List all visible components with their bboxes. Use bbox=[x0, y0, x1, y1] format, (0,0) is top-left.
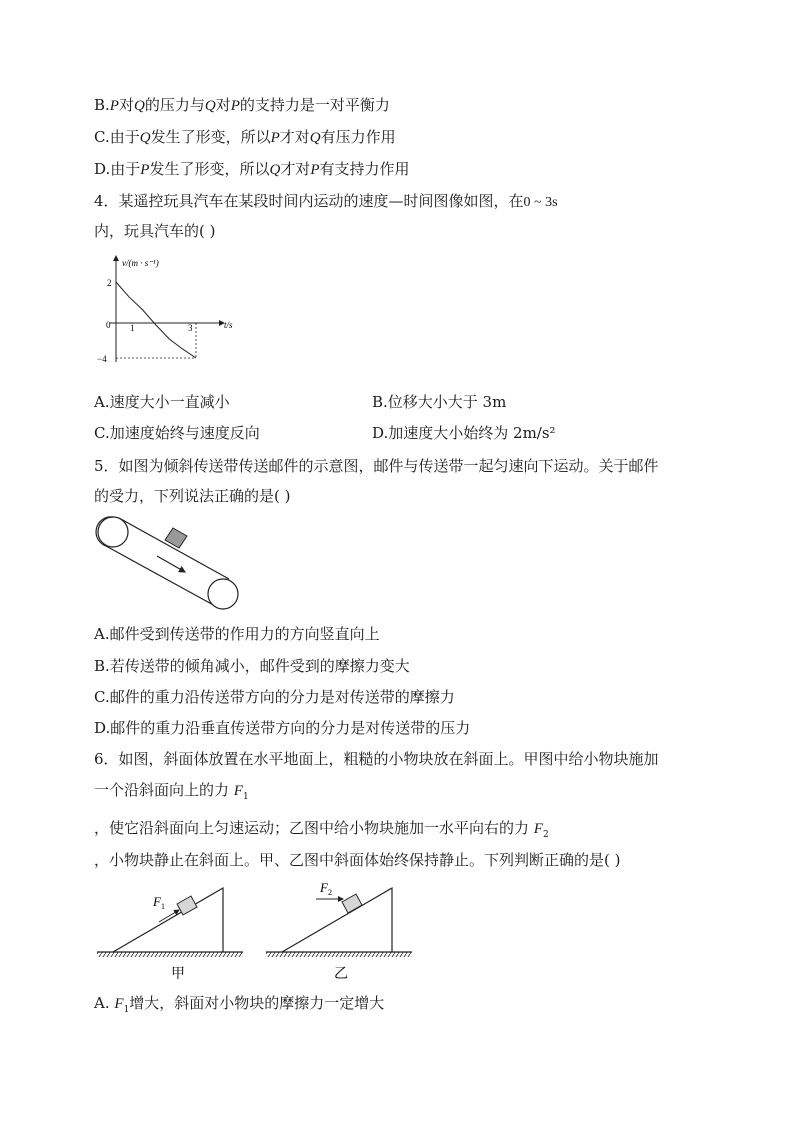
var-q: Q bbox=[269, 162, 281, 178]
q5-option-d: D.邮件的重力沿垂直传送带方向的分力是对传送带的压力 bbox=[94, 719, 471, 737]
q3-option-b bbox=[94, 95, 390, 116]
var-q: Q bbox=[133, 98, 145, 114]
force-f1: F bbox=[114, 996, 124, 1012]
var-p: P bbox=[270, 130, 280, 146]
motion-arrow bbox=[157, 556, 185, 572]
question-text: 4．某遥控玩具汽车在某段时间内运动的速度—时间图像如图，在 bbox=[94, 192, 524, 210]
force-label-f1: F bbox=[153, 894, 161, 909]
option-text: 增大，斜面对小物块的摩擦力一定增大 bbox=[129, 994, 385, 1012]
conveyor-belt-diagram bbox=[95, 512, 241, 612]
force-f1-subscript: 1 bbox=[123, 1005, 130, 1015]
option-text: 才对 bbox=[280, 160, 311, 178]
ground-hatching bbox=[266, 952, 412, 957]
force-f2-subscript: 2 bbox=[542, 830, 549, 840]
question-text: ，使它沿斜面向上匀速运动；乙图中给小物块施加一水平向右的力 bbox=[94, 819, 530, 837]
velocity-curve bbox=[116, 282, 196, 358]
var-p: P bbox=[140, 162, 150, 178]
force-f1-subscript: 1 bbox=[242, 792, 249, 802]
q4-option-a: A.速度大小一直减小 bbox=[94, 393, 230, 411]
option-text: C.由于 bbox=[94, 128, 140, 146]
option-text: 有压力作用 bbox=[320, 128, 396, 146]
upper-roller bbox=[98, 517, 128, 547]
var-q: Q bbox=[309, 130, 321, 146]
lower-roller bbox=[208, 579, 238, 609]
x-axis-label: t/s bbox=[224, 320, 233, 330]
force-f2: F bbox=[533, 821, 543, 837]
q4-stem-line1 bbox=[94, 191, 558, 213]
option-text: 有支持力作用 bbox=[319, 160, 410, 178]
velocity-time-graph bbox=[97, 254, 250, 369]
label-jia: 甲 bbox=[171, 967, 185, 982]
q5-option-a: A.邮件受到传送带的作用力的方向竖直向上 bbox=[94, 625, 380, 643]
incline-diagram-jia bbox=[97, 876, 247, 984]
q5-stem-line1: 5．如图为倾斜传送带传送邮件的示意图，邮件与传送带一起匀速向下运动。关于邮件 bbox=[94, 457, 659, 475]
q6-stem-line2 bbox=[94, 780, 249, 807]
force-label-f1-sub: 1 bbox=[161, 902, 165, 911]
q5-option-c: C.邮件的重力沿传送带方向的分力是对传送带的摩擦力 bbox=[94, 688, 455, 706]
y-axis-label: v/(m · s⁻¹) bbox=[122, 258, 159, 268]
q4-stem-line2: 内，玩具汽车的( ) bbox=[94, 222, 216, 240]
option-text: 对 bbox=[118, 96, 134, 114]
var-p: P bbox=[310, 162, 320, 178]
q4-option-c: C.加速度始终与速度反向 bbox=[94, 424, 260, 442]
q5-stem-line2: 的受力，下列说法正确的是( ) bbox=[94, 487, 291, 505]
option-text: 发生了形变，所以 bbox=[150, 128, 271, 146]
q3-option-d bbox=[94, 159, 410, 180]
option-text: D.由于 bbox=[94, 160, 141, 178]
belt-top bbox=[119, 518, 229, 579]
origin-label: 0 bbox=[106, 320, 111, 330]
incline bbox=[282, 888, 392, 952]
y-tick-label-top: 2 bbox=[107, 278, 112, 288]
q6-stem-line4: ，小物块静止在斜面上。甲、乙图中斜面体始终保持静止。下列判断正确的是( ) bbox=[94, 851, 621, 869]
time-range: 0 ~ 3s bbox=[523, 195, 558, 210]
q5-option-b: B.若传送带的倾角减小，邮件受到的摩擦力变大 bbox=[94, 657, 410, 675]
q6-stem-line1: 6．如图，斜面体放置在水平地面上，粗糙的小物块放在斜面上。甲图中给小物块施加 bbox=[94, 750, 659, 768]
option-text: B. bbox=[94, 96, 110, 114]
force-f1: F bbox=[233, 783, 243, 799]
label-yi: 乙 bbox=[334, 967, 348, 982]
x-tick-label-3: 3 bbox=[188, 323, 193, 333]
var-p: P bbox=[109, 98, 119, 114]
q6-stem-line3 bbox=[94, 818, 549, 845]
q6-option-a bbox=[94, 993, 384, 1020]
q4-option-b: B.位移大小大于 3m bbox=[372, 393, 507, 411]
belt-bottom bbox=[106, 546, 217, 607]
var-p: P bbox=[230, 98, 240, 114]
var-q: Q bbox=[139, 130, 151, 146]
option-text: 才对 bbox=[279, 128, 310, 146]
var-q: Q bbox=[204, 98, 216, 114]
q4-option-d: D.加速度大小始终为 2m/s² bbox=[372, 424, 556, 442]
ground-hatching bbox=[97, 952, 243, 957]
block bbox=[342, 894, 362, 913]
force-label-f2-sub: 2 bbox=[328, 888, 332, 897]
block bbox=[177, 896, 197, 915]
force-label-f2: F bbox=[320, 880, 328, 895]
incline bbox=[113, 888, 223, 952]
option-text: 对 bbox=[215, 96, 231, 114]
x-tick-label-1: 1 bbox=[130, 323, 135, 333]
option-text: 发生了形变，所以 bbox=[149, 160, 270, 178]
option-text: 的支持力是一对平衡力 bbox=[239, 96, 390, 114]
option-text: A. bbox=[94, 994, 110, 1012]
incline-diagram-yi bbox=[266, 876, 416, 984]
question-text: 一个沿斜面向上的力 bbox=[94, 781, 230, 799]
q3-option-c bbox=[94, 127, 396, 148]
option-text: 的压力与 bbox=[144, 96, 205, 114]
y-tick-label-bottom: −4 bbox=[97, 354, 107, 364]
